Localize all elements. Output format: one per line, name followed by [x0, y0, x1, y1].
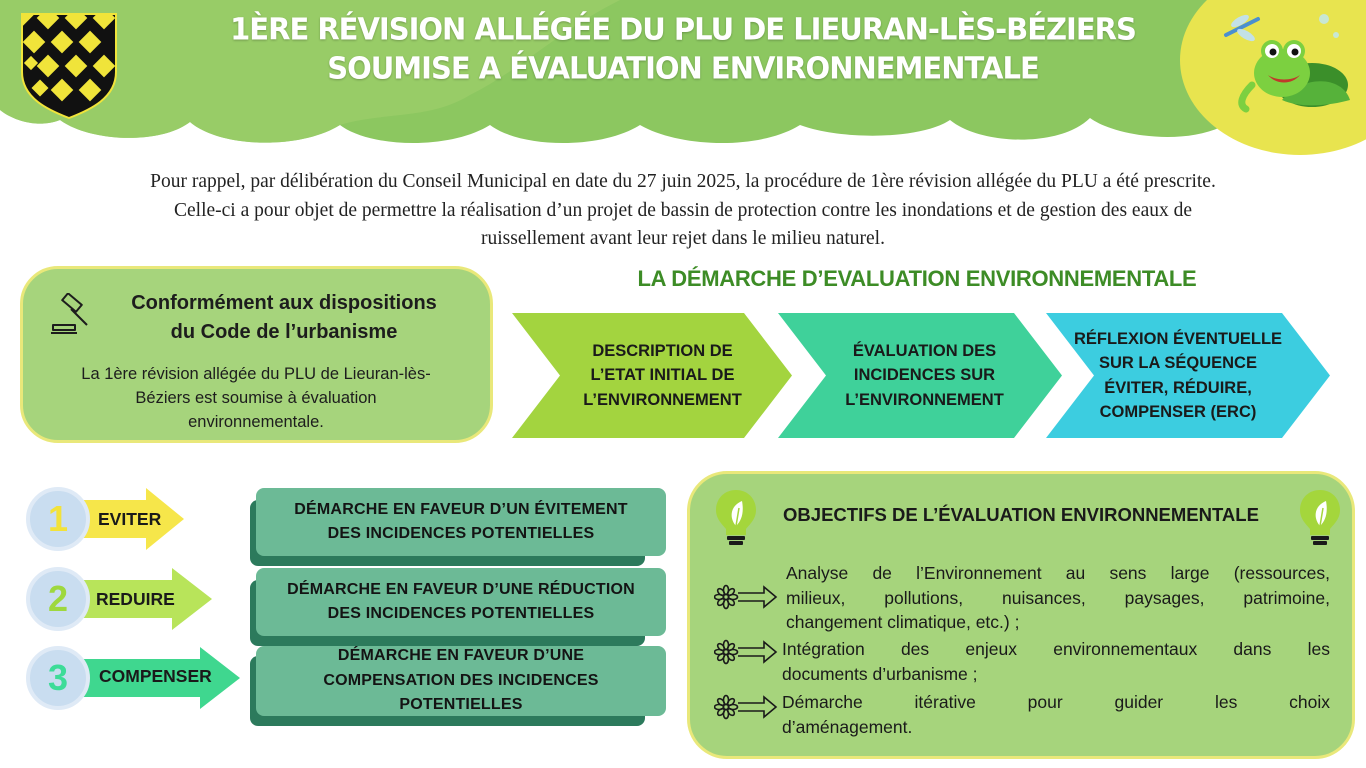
- step-3-line-1: RÉFLEXION ÉVENTUELLE: [1073, 329, 1283, 348]
- title-line-2: SOUMISE A ÉVALUATION ENVIRONNEMENTALE: [327, 50, 1039, 86]
- objectif-1-line-1: Analyse de l’Environnement au sens large (ressources,: [786, 563, 1330, 583]
- demarche-step-2-label: [822, 313, 1027, 438]
- step-3-line-3: ÉVITER, RÉDUIRE,: [1104, 378, 1252, 397]
- objectifs-box: [687, 471, 1355, 759]
- step-2-line-1: ÉVALUATION DES: [852, 341, 997, 360]
- step-1-line-1: DESCRIPTION DE: [592, 341, 733, 360]
- step-3-number: 3: [47, 657, 69, 698]
- reduire-description: [256, 568, 666, 636]
- demarche-step-1-label: [560, 313, 765, 438]
- step-1-number: 1: [47, 498, 69, 539]
- compenser-desc-line-2: COMPENSATION DES INCIDENCES: [323, 671, 599, 689]
- title-line-1: 1ÈRE RÉVISION ALLÉGÉE DU PLU DE LIEURAN-LÈS-BÉZIERS: [230, 11, 1136, 47]
- code-box-text: [41, 362, 471, 434]
- step-2-label: REDUIRE: [96, 589, 175, 609]
- demarche-title: LA DÉMARCHE D’EVALUATION ENVIRONNEMENTALE: [637, 266, 1197, 291]
- page-title: [200, 10, 1166, 88]
- compenser-desc-line-3: POTENTIELLES: [399, 696, 523, 714]
- step-1-label: EVITER: [98, 509, 162, 529]
- step-2-line-2: INCIDENCES SUR: [853, 366, 996, 385]
- compenser-description: [256, 646, 666, 716]
- objectif-3-line-1: Démarche itérative pour guider les choix: [782, 692, 1330, 712]
- intro-paragraph: [30, 168, 1336, 254]
- code-text-line-2: Béziers est soumise à évaluation: [135, 389, 377, 407]
- objectif-1-line-3: changement climatique, etc.) ;: [786, 612, 1020, 632]
- eviter-description: [256, 488, 666, 556]
- frog-mascot-icon: [1212, 5, 1352, 115]
- compenser-desc-line-1: DÉMARCHE EN FAVEUR D’UNE: [337, 647, 585, 665]
- reduire-desc-line-1: DÉMARCHE EN FAVEUR D’UNE RÉDUCTION: [287, 580, 635, 598]
- code-text-line-1: La 1ère révision allégée du PLU de Lieuran-lès-: [81, 365, 431, 383]
- step-1-line-2: L’ETAT INITIAL DE: [590, 366, 735, 385]
- code-title-line-2: du Code de l’urbanisme: [170, 321, 398, 343]
- step-1-line-3: L’ENVIRONNEMENT: [583, 390, 742, 409]
- step-3-line-2: SUR LA SÉQUENCE: [1098, 354, 1257, 372]
- step-2-number: 2: [47, 578, 69, 619]
- objectifs-title: OBJECTIFS DE L’ÉVALUATION ENVIRONNEMENTALE: [783, 504, 1259, 525]
- intro-line-3: ruissellement avant leur rejet dans le milieu naturel.: [481, 228, 885, 249]
- objectif-1-line-2: milieux, pollutions, nuisances, paysages, patrimoine,: [786, 587, 1330, 608]
- objectif-2-line-1: Intégration des enjeux environnementaux dans les: [782, 639, 1330, 659]
- gavel-icon: [49, 293, 93, 337]
- code-text-line-3: environnementale.: [188, 413, 324, 431]
- code-box-title: [99, 289, 469, 347]
- step-3-label: COMPENSER: [99, 666, 212, 686]
- step-2-line-3: L’ENVIRONNEMENT: [845, 390, 1004, 409]
- code-title-line-1: Conformément aux dispositions: [131, 292, 437, 314]
- lightbulb-leaf-icon-right: [1298, 488, 1342, 548]
- objectif-3-line-2: d’aménagement.: [782, 716, 913, 737]
- objectif-item-2: [782, 637, 1330, 686]
- flower-arrow-icon-3: [714, 692, 778, 722]
- coat-of-arms-icon: [18, 10, 120, 120]
- eviter-desc-line-2: DES INCIDENCES POTENTIELLES: [327, 525, 595, 542]
- step-3-line-4: COMPENSER (ERC): [1099, 403, 1257, 421]
- reduire-desc-line-2: DES INCIDENCES POTENTIELLES: [327, 605, 595, 622]
- objectif-item-3: [782, 690, 1330, 739]
- flower-arrow-icon-2: [714, 637, 778, 667]
- code-urbanisme-box: [20, 266, 493, 443]
- objectif-item-1: [786, 561, 1330, 635]
- eviter-desc-line-1: DÉMARCHE EN FAVEUR D’UN ÉVITEMENT: [294, 500, 628, 518]
- intro-line-1: Pour rappel, par délibération du Conseil Municipal en date du 27 juin 2025, la procédure de 1ère révision allégée du PLU a été prescrite.: [150, 171, 1216, 192]
- intro-line-2: Celle-ci a pour objet de permettre la réalisation d’un projet de bassin de protection contre les inondations et de gestion des eaux de: [174, 199, 1192, 221]
- flower-arrow-icon: [714, 582, 778, 612]
- demarche-step-3-label: [1064, 313, 1292, 438]
- objectif-2-line-2: documents d’urbanisme ;: [782, 663, 978, 684]
